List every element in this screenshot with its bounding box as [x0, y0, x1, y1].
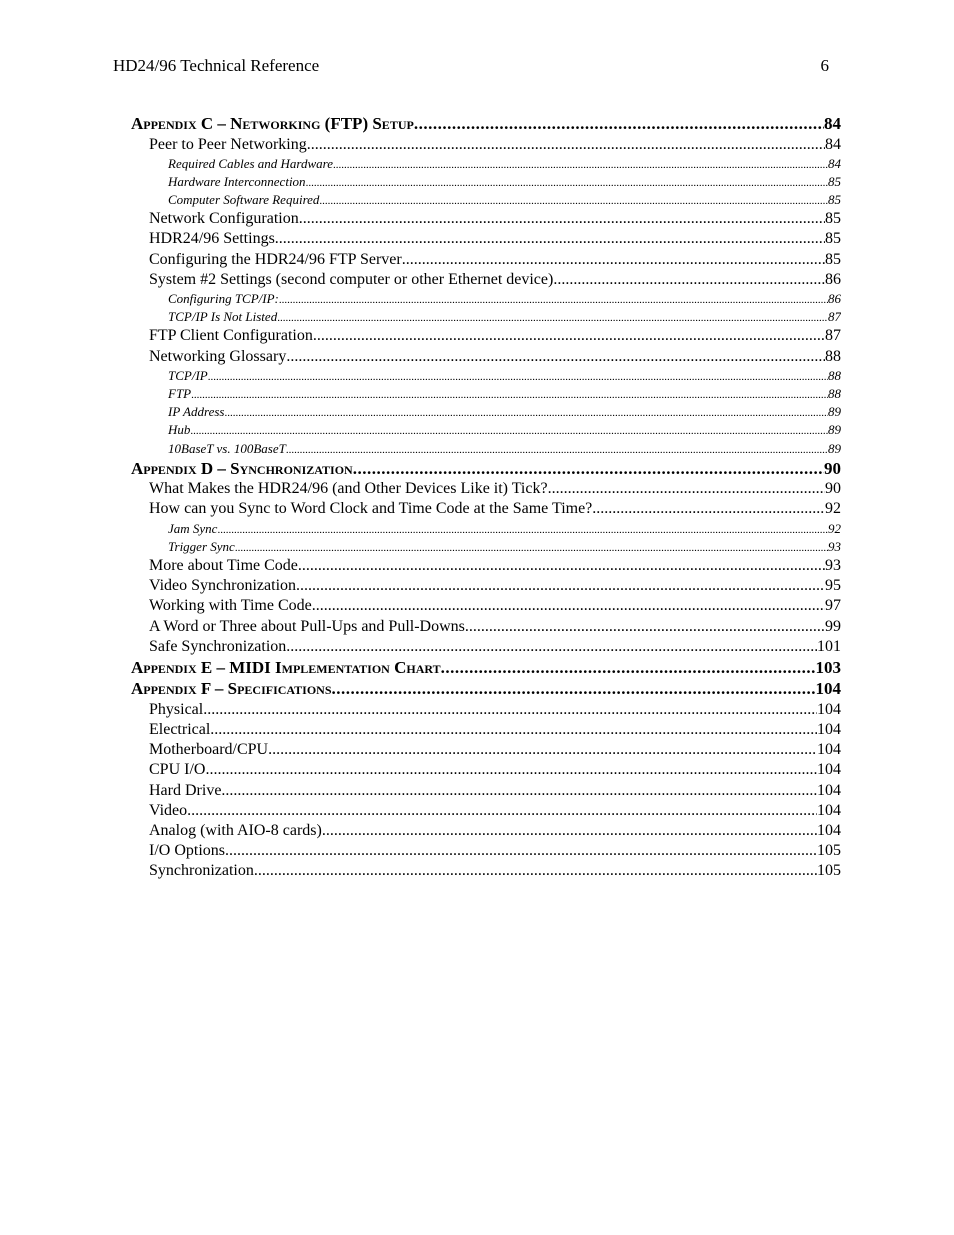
dot-leader [190, 421, 828, 439]
toc-entry-page: 97 [825, 597, 841, 615]
toc-entry-level-2[interactable] [131, 637, 841, 657]
toc-entry-level-1[interactable] [131, 657, 841, 679]
toc-entry-title: I/O Options [149, 842, 225, 860]
toc-entry-page: 86 [828, 291, 841, 306]
toc-entry-page: 93 [828, 538, 841, 554]
dot-leader [548, 479, 825, 499]
toc-entry-title: Video [149, 801, 188, 819]
toc-entry-title: HDR24/96 Settings [149, 230, 275, 248]
dot-leader [414, 113, 824, 135]
dot-leader [217, 520, 828, 538]
dot-leader [235, 538, 828, 556]
toc-entry-level-2[interactable] [131, 821, 841, 841]
toc-entry-level-2[interactable] [131, 556, 841, 576]
dot-leader [275, 229, 825, 249]
toc-entry-title: FTP Client Configuration [149, 327, 313, 345]
toc-entry-page: 85 [825, 210, 841, 228]
toc-entry-page: 104 [815, 679, 841, 699]
toc-entry-level-2[interactable] [131, 760, 841, 780]
toc-entry-title: Network Configuration [149, 210, 299, 228]
dot-leader [553, 270, 825, 290]
toc-entry-page: 89 [828, 440, 841, 456]
dot-leader [402, 250, 825, 270]
toc-entry-level-3[interactable] [131, 290, 841, 308]
dot-leader [307, 135, 825, 155]
toc-entry-level-2[interactable] [131, 617, 841, 637]
toc-entry-page: 92 [828, 520, 841, 536]
toc-entry-page: 88 [828, 385, 841, 401]
toc-entry-title: More about Time Code [149, 556, 298, 574]
toc-entry-title: Hardware Interconnection [168, 173, 306, 189]
toc-entry-title: IP Address [168, 404, 225, 420]
dot-leader [221, 781, 817, 801]
dot-leader [254, 861, 817, 881]
toc-entry-title: Networking Glossary [149, 347, 287, 365]
toc-entry-page: 92 [825, 500, 841, 518]
dot-leader [333, 155, 828, 173]
toc-entry-level-2[interactable] [131, 270, 841, 290]
toc-entry-title: Computer Software Required [168, 192, 320, 208]
toc-entry-level-3[interactable] [131, 155, 841, 173]
toc-entry-title: Peer to Peer Networking [149, 135, 307, 153]
toc-entry-page: 104 [817, 741, 841, 759]
dot-leader [322, 821, 817, 841]
toc-entry-level-3[interactable] [131, 440, 841, 458]
toc-entry-level-2[interactable] [131, 576, 841, 596]
toc-entry-level-3[interactable] [131, 421, 841, 439]
dot-leader [224, 403, 828, 421]
dot-leader [203, 700, 817, 720]
toc-entry-page: 86 [825, 270, 841, 288]
dot-leader [286, 440, 828, 458]
toc-entry-level-2[interactable] [131, 700, 841, 720]
toc-entry-level-1[interactable] [131, 458, 841, 480]
toc-entry-level-3[interactable] [131, 173, 841, 191]
toc-entry-level-3[interactable] [131, 367, 841, 385]
toc-entry-level-2[interactable] [131, 479, 841, 499]
toc-entry-level-2[interactable] [131, 229, 841, 249]
toc-entry-title: Working with Time Code [149, 597, 312, 615]
toc-entry-level-2[interactable] [131, 209, 841, 229]
toc-entry-title: What Makes the HDR24/96 (and Other Devices Like it) Tick? [149, 480, 548, 498]
dot-leader [313, 326, 825, 346]
dot-leader [268, 740, 817, 760]
toc-entry-title: Required Cables and Hardware [168, 155, 334, 171]
dot-leader [286, 637, 817, 657]
toc-entry-title: Configuring TCP/IP: [168, 291, 279, 306]
toc-entry-title: How can you Sync to Word Clock and Time Code at the Same Time? [149, 500, 593, 518]
dot-leader [353, 458, 824, 480]
toc-entry-title: FTP [168, 385, 192, 401]
toc-entry-page: 104 [817, 700, 841, 718]
toc-entry-title: Configuring the HDR24/96 FTP Server [149, 250, 402, 268]
dot-leader [592, 499, 825, 519]
toc-entry-page: 104 [817, 781, 841, 799]
dot-leader [187, 801, 817, 821]
dot-leader [279, 290, 828, 308]
toc-entry-level-2[interactable] [131, 841, 841, 861]
toc-entry-page: 89 [828, 404, 841, 420]
dot-leader [286, 347, 825, 367]
dot-leader [319, 191, 828, 209]
toc-entry-page: 93 [825, 556, 841, 574]
toc-entry-level-3[interactable] [131, 385, 841, 403]
toc-entry-level-2[interactable] [131, 861, 841, 881]
toc-entry-page: 104 [817, 822, 841, 839]
toc-entry-page: 85 [828, 192, 841, 208]
dot-leader [205, 760, 817, 780]
toc-entry-title: Hard Drive [149, 781, 222, 799]
dot-leader [296, 576, 825, 596]
toc-entry-page: 87 [825, 327, 841, 345]
toc-entry-level-1[interactable] [131, 678, 841, 700]
toc-entry-page: 103 [815, 657, 841, 677]
toc-entry-page: 101 [817, 637, 841, 655]
toc-entry-title: 10BaseT vs. 100BaseT [168, 440, 286, 456]
toc-entry-page: 90 [825, 480, 841, 498]
toc-entry-level-2[interactable] [131, 801, 841, 821]
toc-entry-title: Appendix D – Synchronization [131, 458, 353, 478]
toc-entry-page: 89 [828, 422, 841, 438]
toc-entry-level-3[interactable] [131, 538, 841, 556]
toc-entry-title: Video Synchronization [149, 577, 297, 595]
dot-leader [277, 308, 828, 326]
toc-entry-title: Physical [149, 700, 204, 718]
dot-leader [208, 367, 828, 385]
toc-entry-page: 105 [817, 862, 841, 880]
toc-entry-level-2[interactable] [131, 347, 841, 367]
toc-entry-page: 95 [825, 577, 841, 595]
toc-entry-page: 84 [828, 155, 841, 171]
dot-leader [210, 720, 817, 740]
toc-entry-title: Appendix E – MIDI Implementation Chart [131, 657, 441, 677]
toc-entry-title: Jam Sync [168, 520, 218, 536]
document-title: HD24/96 Technical Reference [113, 56, 320, 75]
toc-entry-page: 88 [825, 347, 841, 365]
toc-entry-level-2[interactable] [131, 720, 841, 740]
table-of-contents [131, 113, 841, 882]
toc-entry-page: 104 [817, 721, 841, 739]
toc-entry-level-3[interactable] [131, 403, 841, 421]
toc-entry-title: TCP/IP Is Not Listed [168, 309, 278, 325]
toc-entry-title: Analog (with AIO-8 cards) [149, 822, 322, 839]
dot-leader [312, 596, 825, 616]
toc-entry-title: Motherboard/CPU [149, 741, 269, 759]
toc-entry-title: TCP/IP [168, 367, 208, 383]
toc-entry-level-1[interactable] [131, 113, 841, 135]
dot-leader [225, 841, 817, 861]
toc-entry-title: A Word or Three about Pull-Ups and Pull-Downs [149, 617, 465, 635]
toc-entry-level-2[interactable] [131, 250, 841, 270]
toc-entry-page: 84 [824, 114, 841, 133]
toc-entry-level-2[interactable] [131, 740, 841, 760]
toc-entry-page: 90 [824, 458, 841, 478]
toc-entry-title: Synchronization [149, 862, 254, 880]
toc-entry-title: Appendix F – Specifications [131, 679, 332, 699]
toc-entry-level-2[interactable] [131, 781, 841, 801]
toc-entry-level-2[interactable] [131, 596, 841, 616]
toc-entry-level-2[interactable] [131, 135, 841, 155]
dot-leader [441, 657, 816, 679]
toc-entry-page: 85 [825, 230, 841, 248]
dot-leader [465, 617, 825, 637]
toc-entry-level-3[interactable] [131, 520, 841, 538]
dot-leader [332, 678, 816, 700]
page-header [113, 56, 829, 80]
toc-entry-title: Hub [168, 422, 191, 438]
dot-leader [298, 556, 825, 576]
dot-leader [299, 209, 825, 229]
toc-entry-level-3[interactable] [131, 308, 841, 326]
toc-entry-page: 104 [817, 801, 841, 819]
toc-entry-level-3[interactable] [131, 191, 841, 209]
toc-entry-title: Appendix C – Networking (FTP) Setup [131, 114, 414, 133]
toc-entry-title: System #2 Settings (second computer or other Ethernet device) [149, 270, 554, 288]
dot-leader [306, 173, 828, 191]
toc-entry-page: 85 [825, 250, 841, 268]
toc-entry-title: Electrical [149, 721, 211, 739]
toc-entry-title: Safe Synchronization [149, 637, 287, 655]
toc-entry-page: 84 [825, 135, 841, 153]
toc-entry-page: 99 [825, 617, 841, 635]
page-number: 6 [820, 56, 829, 75]
toc-entry-level-2[interactable] [131, 499, 841, 519]
dot-leader [191, 385, 828, 403]
toc-entry-page: 85 [828, 173, 841, 189]
toc-entry-page: 104 [817, 761, 841, 779]
toc-entry-page: 88 [828, 367, 841, 383]
toc-entry-title: Trigger Sync [168, 538, 235, 554]
toc-entry-level-2[interactable] [131, 326, 841, 346]
toc-entry-title: CPU I/O [149, 761, 206, 779]
toc-entry-page: 105 [817, 842, 841, 860]
toc-entry-page: 87 [828, 309, 841, 325]
